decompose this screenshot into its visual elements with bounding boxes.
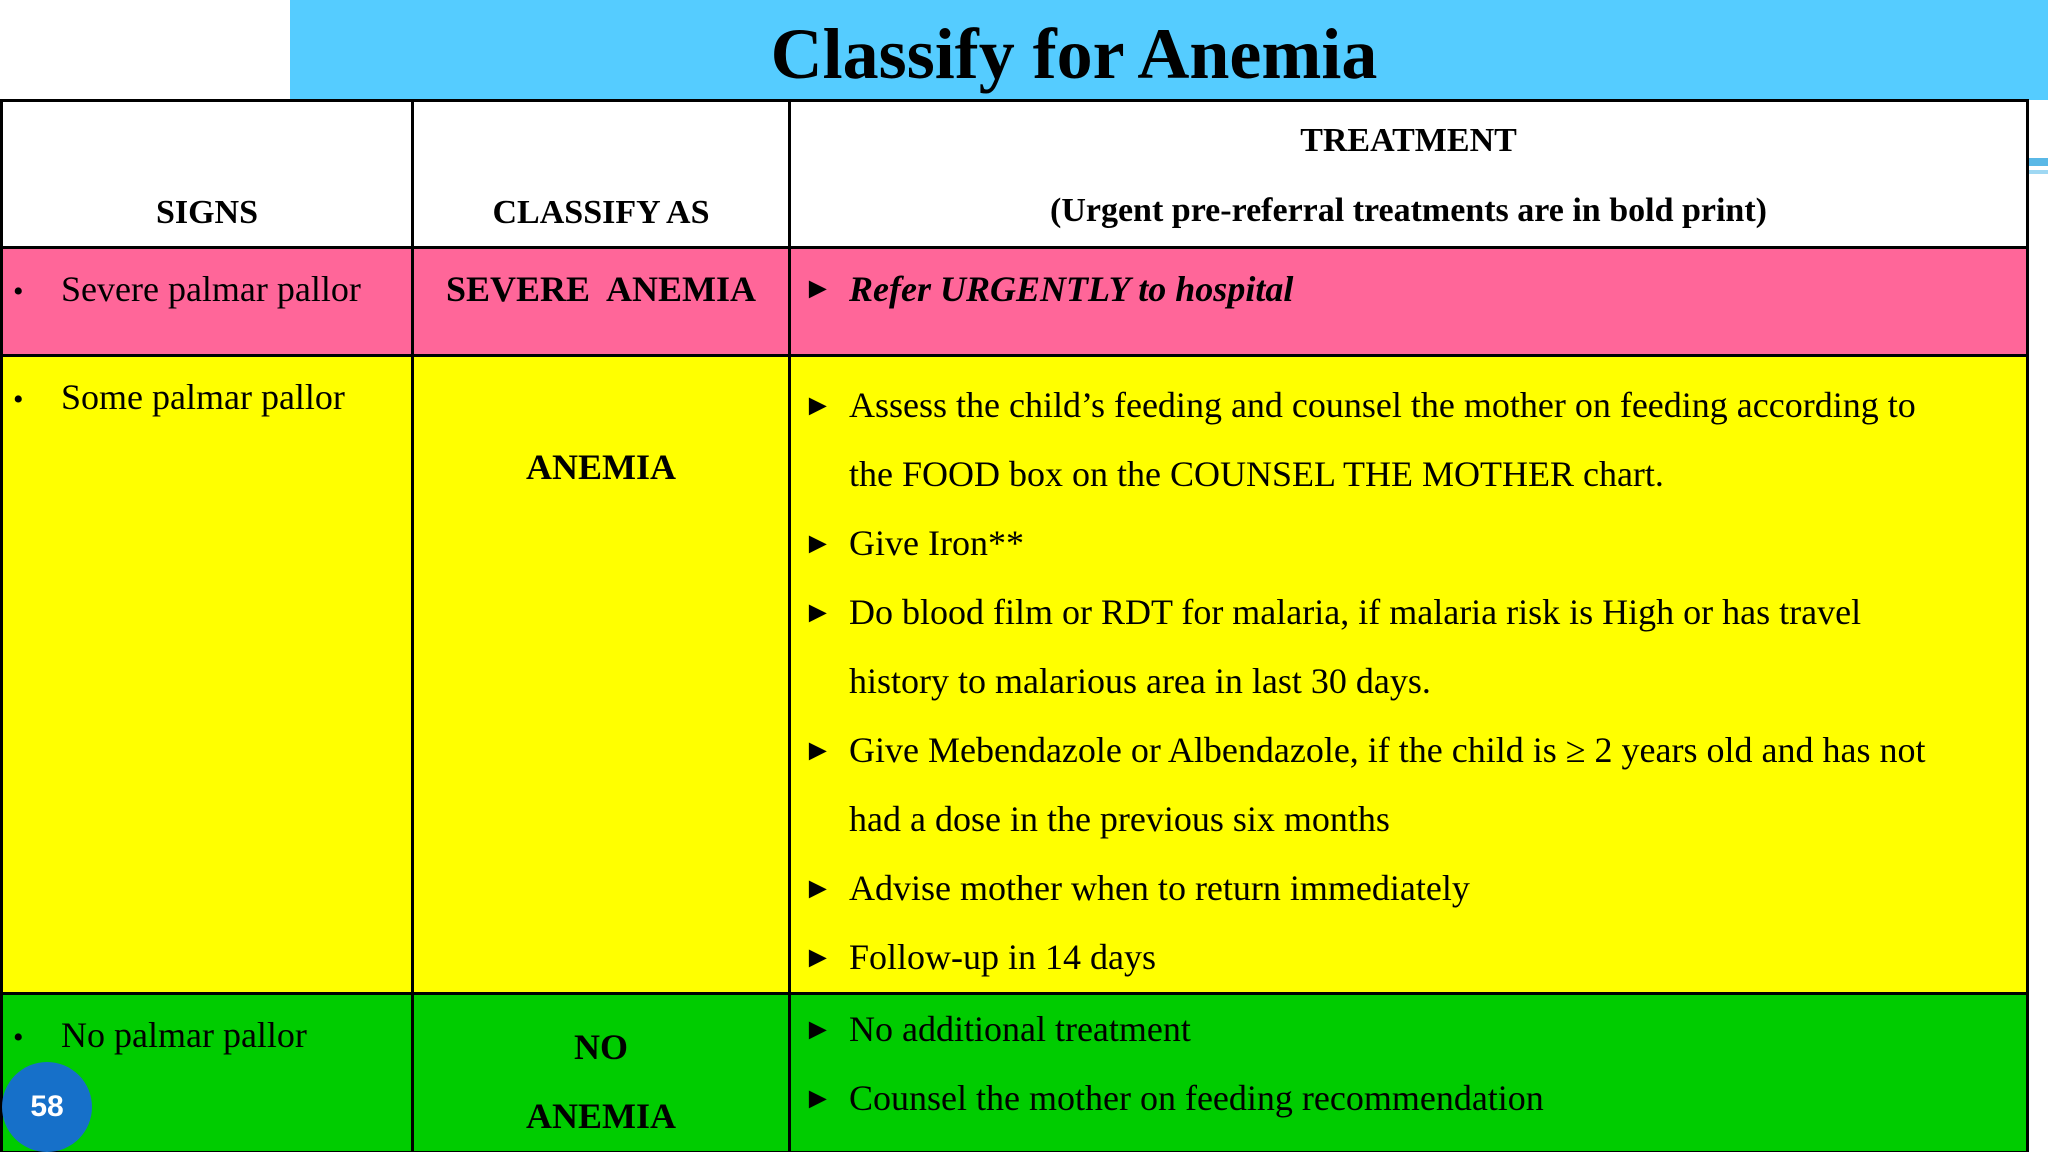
header-treatment: [790, 101, 2028, 248]
arrow-right-icon: ►: [803, 872, 833, 905]
treatment-text: Do blood film or RDT for malaria, if malaria risk is High or has travel: [849, 592, 1862, 632]
header-signs: SIGNS: [2, 101, 413, 248]
treatment-text: Advise mother when to return immediately: [849, 868, 1470, 908]
treatment-item: [791, 854, 2026, 923]
header-treatment-title: TREATMENT: [1300, 122, 1517, 159]
classification-text: NO: [574, 1027, 628, 1067]
treatment-text: Follow-up in 14 days: [849, 937, 1157, 977]
sign-text: Severe palmar pallor: [61, 269, 361, 309]
table-row-severe-anemia: [2, 248, 2028, 356]
classification-text: ANEMIA: [526, 1096, 676, 1136]
classification-cell: [413, 356, 790, 994]
page-number-badge: 58: [2, 1062, 92, 1152]
treatment-item: [791, 923, 2026, 992]
sign-cell: [2, 248, 413, 356]
treatment-text: Give Mebendazole or Albendazole, if the child is ≥ 2 years old and has not: [849, 730, 1926, 770]
arrow-right-icon: ►: [803, 272, 833, 305]
sign-text: Some palmar pallor: [61, 377, 345, 417]
treatment-text: Counsel the mother on feeding recommendation: [849, 1078, 1544, 1118]
treatment-text: Assess the child’s feeding and counsel the mother on feeding according to: [849, 385, 1916, 425]
arrow-right-icon: ►: [803, 527, 833, 560]
treatment-cell: [790, 248, 2028, 356]
decorative-line: [2026, 170, 2048, 174]
treatment-cell: [790, 356, 2028, 994]
table-header-row: [2, 101, 2028, 248]
classification-table: [0, 99, 2029, 1152]
header-treatment-note: (Urgent pre-referral treatments are in bold print): [1050, 192, 1767, 229]
classification-cell: [413, 248, 790, 356]
classification-text: ANEMIA: [526, 447, 676, 487]
bullet-icon: •: [13, 275, 24, 308]
treatment-item: [791, 716, 2026, 785]
classification-text: SEVERE ANEMIA: [445, 269, 757, 309]
treatment-text: Give Iron**: [849, 523, 1024, 563]
header-classify-as: CLASSIFY AS: [413, 101, 790, 248]
treatment-text: No additional treatment: [849, 1009, 1191, 1049]
treatment-text-continued: the FOOD box on the COUNSEL THE MOTHER chart.: [849, 454, 1664, 494]
table-row-no-anemia: [2, 994, 2028, 1152]
sign-cell: [2, 356, 413, 994]
treatment-text-continued: history to malarious area in last 30 days.: [849, 661, 1431, 701]
treatment-item: [791, 995, 2026, 1064]
arrow-right-icon: ►: [803, 596, 833, 629]
treatment-text-continued: had a dose in the previous six months: [849, 799, 1390, 839]
arrow-right-icon: ►: [803, 1013, 833, 1046]
sign-text: No palmar pallor: [61, 1015, 307, 1055]
treatment-cell: [790, 994, 2028, 1152]
arrow-right-icon: ►: [803, 941, 833, 974]
treatment-item: [791, 578, 2026, 647]
treatment-item: [791, 267, 2026, 311]
table-row-anemia: [2, 356, 2028, 994]
classification-cell: [413, 994, 790, 1152]
arrow-right-icon: ►: [803, 1082, 833, 1115]
treatment-item: [791, 509, 2026, 578]
arrow-right-icon: ►: [803, 389, 833, 422]
treatment-item: [791, 1064, 2026, 1133]
bullet-icon: •: [13, 1021, 24, 1054]
slide-title: Classify for Anemia: [770, 14, 1378, 94]
decorative-line: [2026, 158, 2048, 166]
arrow-right-icon: ►: [803, 734, 833, 767]
treatment-item: [791, 371, 2026, 440]
bullet-icon: •: [13, 383, 24, 416]
treatment-text: Refer URGENTLY to hospital: [849, 269, 1294, 309]
